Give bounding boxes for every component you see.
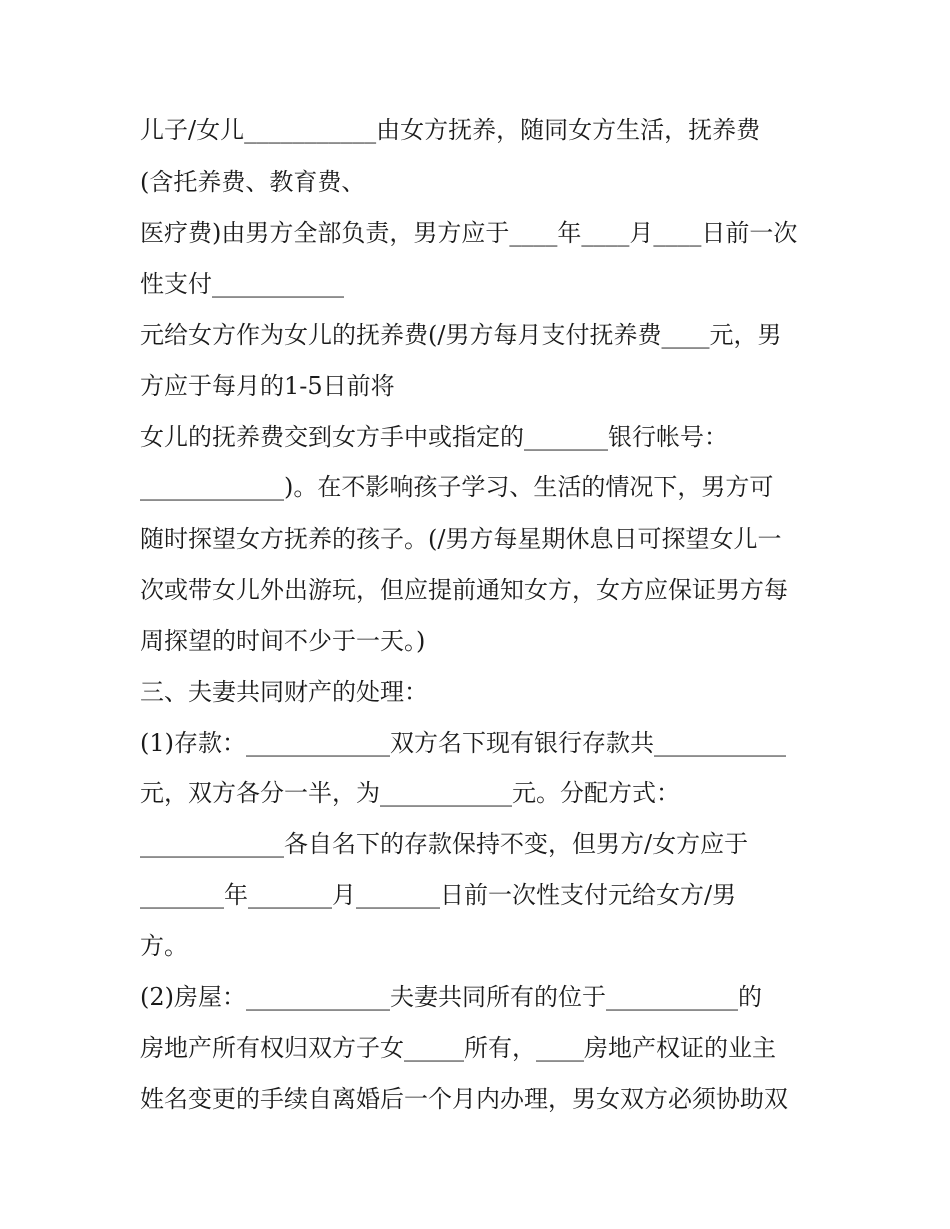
document-line: 儿子/女儿___________由女方抚养，随同女方生活，抚养费	[140, 116, 761, 144]
document-line: 次或带女儿外出游玩，但应提前通知女方，女方应保证男方每	[140, 576, 788, 604]
document-line: 方应于每月的1-5日前将	[140, 372, 395, 400]
document-line: (2)房屋：____________夫妻共同所有的位于___________的	[140, 983, 762, 1011]
document-line: 女儿的抚养费交到女方手中或指定的_______银行帐号：	[140, 423, 728, 451]
document-line: 房地产所有权归双方子女_____所有，____房地产权证的业主	[140, 1034, 776, 1062]
document-line: 随时探望女方抚养的孩子。(/男方每星期休息日可探望女儿一	[140, 525, 782, 553]
document-line: 元给女方作为女儿的抚养费(/男方每月支付抚养费____元，男	[140, 321, 782, 349]
document-line: (含托养费、教育费、	[140, 168, 366, 196]
document-line: ____________各自名下的存款保持不变，但男方/女方应于	[140, 830, 749, 858]
document-line: (1)存款：____________双方名下现有银行存款共___________	[140, 729, 786, 757]
section-heading: 三、夫妻共同财产的处理：	[140, 678, 428, 706]
document-line: 性支付___________	[140, 270, 344, 298]
document-line: 姓名变更的手续自离婚后一个月内办理，男女双方必须协助双	[140, 1085, 788, 1113]
document-line: _______年_______月_______日前一次性支付元给女方/男	[140, 881, 737, 909]
document-line: 医疗费)由男方全部负责，男方应于____年____月____日前一次	[140, 219, 798, 247]
document-line: 周探望的时间不少于一天。)	[140, 627, 426, 655]
document-line: 元，双方各分一半，为___________元。分配方式：	[140, 779, 680, 807]
document-line: ____________)。在不影响孩子学习、生活的情况下，男方可	[140, 473, 774, 501]
document-line: 方。	[140, 932, 188, 960]
